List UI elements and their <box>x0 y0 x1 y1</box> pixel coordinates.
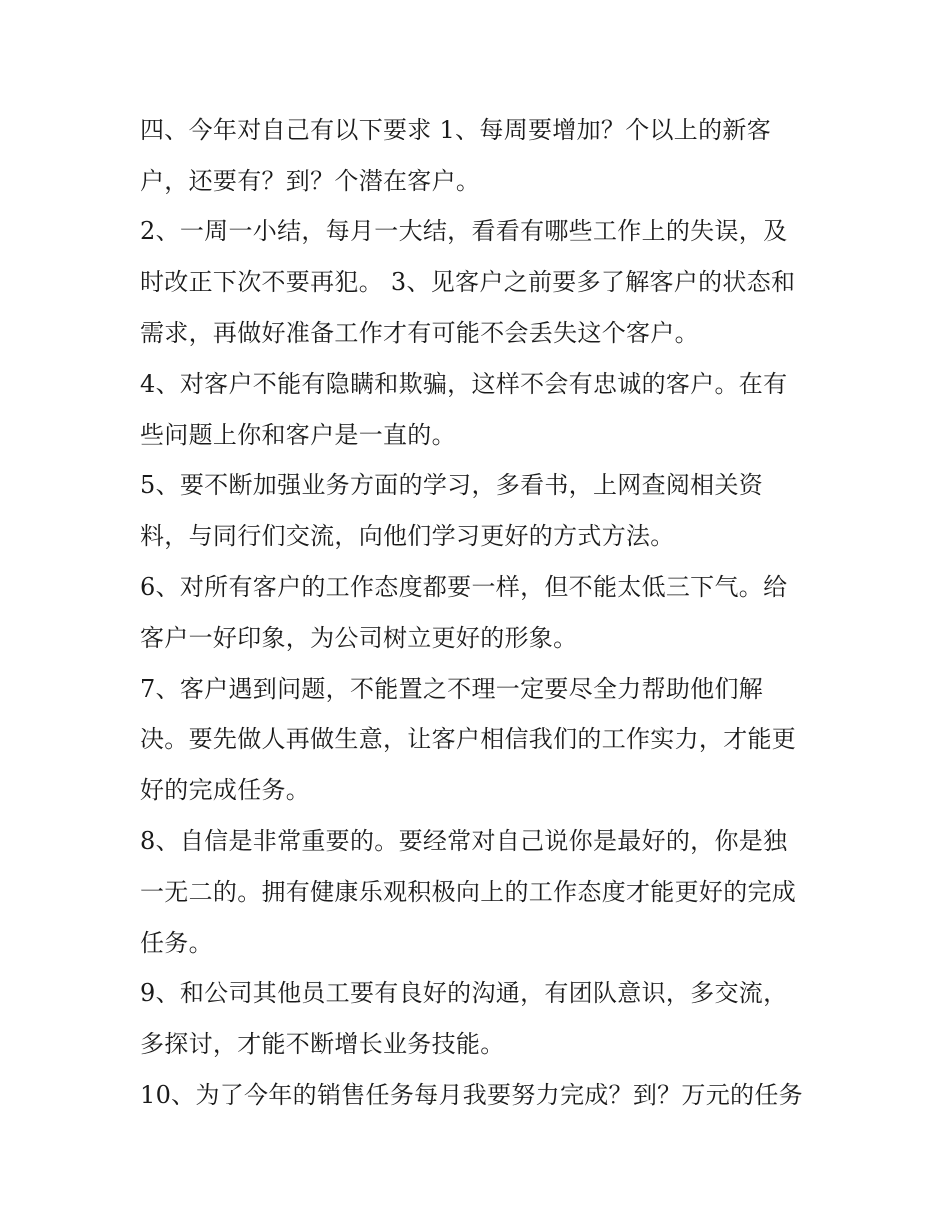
text-line: 多探讨，才能不断增长业务技能。 <box>140 1030 505 1058</box>
text-line: 一无二的。拥有健康乐观积极向上的工作态度才能更好的完成 <box>140 878 797 906</box>
text-line: 好的完成任务。 <box>140 776 311 804</box>
text-line: 5、要不断加强业务方面的学习，多看书，上网查阅相关资 <box>140 471 764 499</box>
text-line: 四、今年对自己有以下要求 1、每周要增加？个以上的新客 <box>140 116 771 144</box>
text-line: 些问题上你和客户是一直的。 <box>140 421 456 449</box>
text-line: 需求，再做好准备工作才有可能不会丢失这个客户。 <box>140 319 699 347</box>
text-line: 任务。 <box>140 929 213 957</box>
text-line: 7、客户遇到问题，不能置之不理一定要尽全力帮助他们解 <box>140 675 764 703</box>
text-line: 决。要先做人再做生意，让客户相信我们的工作实力，才能更 <box>140 725 797 753</box>
text-line: 9、和公司其他员工要有良好的沟通，有团队意识，多交流， <box>140 979 788 1007</box>
text-line: 10、为了今年的销售任务每月我要努力完成？到？万元的任务 <box>140 1081 803 1109</box>
text-line: 2、一周一小结，每月一大结，看看有哪些工作上的失误，及 <box>140 217 788 245</box>
text-line: 8、自信是非常重要的。要经常对自己说你是最好的，你是独 <box>140 827 788 855</box>
text-line: 客户一好印象，为公司树立更好的形象。 <box>140 624 578 652</box>
text-line: 时改正下次不要再犯。 3、见客户之前要多了解客户的状态和 <box>140 268 796 296</box>
text-line: 料，与同行们交流，向他们学习更好的方式方法。 <box>140 522 675 550</box>
text-line: 4、对客户不能有隐瞒和欺骗，这样不会有忠诚的客户。在有 <box>140 370 788 398</box>
text-line: 户，还要有？到？个潜在客户。 <box>140 167 481 195</box>
text-line: 6、对所有客户的工作态度都要一样，但不能太低三下气。给 <box>140 573 788 601</box>
